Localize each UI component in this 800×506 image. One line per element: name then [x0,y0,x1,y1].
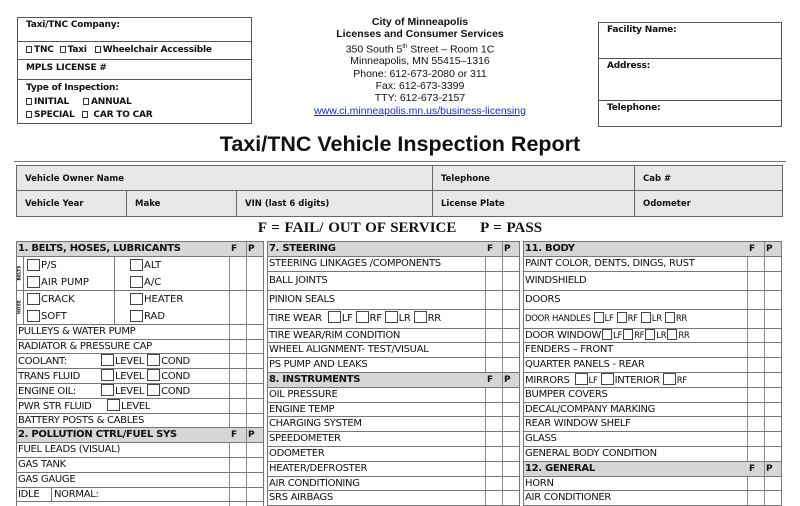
coolant-row [17,354,263,369]
inspection-item[interactable] [268,462,519,477]
door-window-label: DOOR WINDOW [525,329,602,341]
car-to-car-label: CAR TO CAR [93,110,153,120]
inspection-item[interactable] [268,272,519,291]
facility-address-label: Address: [607,61,651,71]
item-label: SPEEDOMETER [269,433,341,445]
rr-checkbox[interactable] [667,329,677,340]
rr-label: RR [675,313,688,324]
door-window-row [524,329,781,344]
inspection-item[interactable] [17,340,263,355]
facility-name-label: Facility Name: [607,25,677,35]
inspection-item[interactable] [524,491,781,506]
facility-name-field[interactable] [599,23,781,59]
inspection-item[interactable] [524,417,781,432]
inspection-item[interactable] [524,388,781,403]
item-label: DOORS [525,293,561,305]
agency-address [290,41,550,56]
lr-label: LR [651,313,662,324]
rad-label: RAD [144,310,166,322]
idle-label: IDLE [18,488,52,502]
rad-checkbox[interactable] [130,310,143,322]
lr-checkbox[interactable] [385,311,398,323]
fail-header: F [487,244,494,254]
coolant-label: COOLANT: [18,356,67,368]
vehicle-year-field[interactable] [17,191,127,216]
annual-checkbox[interactable] [83,98,89,105]
inspection-item[interactable] [524,272,781,291]
cond-label: COND [161,371,190,383]
cond-label: COND [161,385,190,397]
trans-fluid-row [17,369,263,384]
inspection-item[interactable] [268,329,519,344]
section-title: 1. BELTS, HOSES, LUBRICANTS [18,243,181,254]
owner-row [17,166,782,191]
section-title: 12. GENERAL [525,462,595,474]
owner-name-label: Vehicle Owner Name [25,174,125,184]
inspection-item[interactable] [268,447,519,462]
lr-checkbox[interactable] [641,312,651,323]
belts-vertical-label [17,257,24,290]
item-label: STEERING LINKAGES /COMPONENTS [269,257,441,269]
mirror-interior-checkbox[interactable] [601,373,614,385]
rf-checkbox[interactable] [356,311,369,323]
facility-telephone-label: Telephone: [607,103,661,113]
crack-checkbox[interactable] [27,293,40,305]
facility-telephone-field[interactable] [599,101,781,126]
item-label: PULLEYS & WATER PUMP [18,325,136,337]
initial-label: INITIAL [34,96,70,107]
fail-header: F [231,430,238,441]
lf-label: LF [604,313,614,324]
item-label: CHARGING SYSTEM [269,418,362,430]
wheelchair-label: Wheelchair Accessible [102,45,212,55]
inspection-type-label: Type of Inspection: [26,83,119,93]
pwr-str-fluid-row [17,399,263,414]
lr-label: LR [656,330,667,341]
inspection-item[interactable] [524,477,781,492]
fail-pass-legend: F = FAIL/ OUT OF SERVICE P = PASS [257,220,543,236]
inspection-item[interactable] [17,443,263,458]
section-title: 11. BODY [525,243,575,254]
section-header [524,462,781,477]
rf-checkbox[interactable] [617,312,627,323]
pass-header: P [766,244,773,254]
fail-header: F [487,374,494,385]
inspection-item[interactable] [524,343,781,358]
telephone-field[interactable] [433,166,635,190]
license-label: MPLS LICENSE # [26,63,107,73]
agency-website-link[interactable]: www.ci.minneapolis.mn.us/business-licensing [314,104,526,117]
belts-label: BELTS [17,265,23,281]
inspection-item[interactable] [524,432,781,447]
vehicle-row [17,191,782,216]
lf-checkbox[interactable] [594,312,604,323]
rr-label: RR [678,330,690,341]
oil-level-checkbox[interactable] [101,384,114,396]
soft-label: SOFT [41,310,67,322]
section-title: 7. STEERING [269,243,336,254]
cab-number-field[interactable] [635,166,782,190]
tnc-label: TNC [34,45,54,55]
lr-checkbox[interactable] [645,329,655,340]
initial-checkbox[interactable] [26,98,32,105]
company-info-box [17,17,252,124]
item-label: AIR CONDITIONER [525,492,612,504]
special-checkbox[interactable] [26,111,32,118]
mirrors-label: MIRRORS [525,374,570,386]
pass-header: P [504,244,511,254]
tnc-checkbox[interactable] [26,46,32,53]
vin-label: VIN (last 6 digits) [245,199,330,209]
door-handles-row [524,310,781,329]
trans-level-checkbox[interactable] [101,369,114,381]
license-plate-label: License Plate [441,199,505,209]
page-title: Taxi/TNC Vehicle Inspection Report [219,132,581,156]
fail-header: F [749,244,756,254]
agency-name: City of Minneapolis [371,16,469,28]
license-field[interactable] [18,60,251,80]
vin-field[interactable] [237,191,433,216]
company-field[interactable] [18,18,251,42]
agency-tty: TTY: 612-673-2157 [374,92,466,105]
coolant-cond-checkbox[interactable] [147,354,160,366]
title-divider [14,161,786,162]
item-label: HEATER/DEFROSTER [269,462,368,474]
level-label: LEVEL [121,400,151,412]
car-to-car-checkbox[interactable] [82,111,88,118]
trans-fluid-label: TRANS FLUID [18,371,80,383]
section-header [268,242,519,257]
ac-checkbox[interactable] [130,276,143,288]
belts-block [17,257,263,291]
inspection-item[interactable] [268,343,519,358]
vehicle-year-label: Vehicle Year [25,199,84,209]
level-label: LEVEL [115,385,145,397]
ac-label: A/C [144,276,162,288]
inspection-item[interactable] [17,458,263,473]
rf-label: RF [369,312,382,324]
taxi-checkbox[interactable] [60,46,66,53]
cond-label: COND [161,356,190,368]
lf-label: LF [341,312,353,324]
item-label: BALL JOINTS [269,274,328,286]
idle-row [17,488,263,503]
item-label: OIL PRESSURE [269,388,338,400]
lf-checkbox[interactable] [328,311,341,323]
address-part: 350 South 5 [345,43,403,56]
door-handles-label: DOOR HANDLES [525,313,591,324]
section-header [17,428,263,443]
inspection-item[interactable] [268,403,519,418]
special-label: SPECIAL [34,110,75,120]
inspection-item[interactable] [524,257,781,272]
heater-label: HEATER [144,293,184,305]
inspection-item[interactable] [524,403,781,418]
soft-checkbox[interactable] [27,310,40,322]
agency-phone: Phone: 612-673-2080 or 311 [353,67,487,80]
agency-fax: Fax: 612-673-3399 [375,79,465,92]
alt-checkbox[interactable] [130,259,143,271]
item-label: GAS TANK [18,458,66,470]
wheelchair-checkbox[interactable] [95,46,101,53]
alt-label: ALT [144,259,162,271]
fail-header: F [231,244,238,254]
inspection-item[interactable] [268,291,519,310]
hose-label: HOSE [17,300,23,315]
lr-label: LR [398,312,411,324]
engine-oil-row [17,384,263,399]
section-header [524,242,781,257]
vehicle-type-row [18,42,251,60]
annual-label: ANNUAL [90,96,132,107]
item-label: HORN [525,477,554,489]
inspection-item[interactable] [524,291,781,310]
inspection-column-3 [523,241,782,506]
mirror-rf-checkbox[interactable] [663,373,676,385]
inspection-item[interactable] [268,358,519,373]
mirror-lf-label: LF [588,375,598,386]
inspection-item[interactable] [268,417,519,432]
item-label: PAINT COLOR, DENTS, DINGS, RUST [525,257,695,269]
company-label: Taxi/TNC Company: [26,20,120,30]
section-title: 2. POLLUTION CTRL/FUEL SYS [18,429,177,441]
mirrors-row [524,373,781,388]
inspection-item[interactable] [268,491,519,506]
inspection-item[interactable] [17,473,263,488]
item-label: RADIATOR & PRESSURE CAP [18,340,152,352]
inspection-item[interactable] [17,414,263,429]
address-part: Street – Room 1C [407,43,495,56]
inspection-item[interactable] [524,447,781,462]
item-label: GLASS [525,433,557,445]
license-plate-field[interactable] [433,191,635,216]
cab-number-label: Cab # [643,174,672,184]
crack-label: CRACK [41,293,75,305]
inspection-type-field [18,80,251,123]
hose-vertical-label [17,291,24,324]
ps-label: P/S [41,259,57,271]
rf-label: RF [627,313,638,324]
item-label: WHEEL ALIGNMENT- TEST/VISUAL [269,344,429,356]
item-label: REAR WINDOW SHELF [525,418,631,430]
inspection-item[interactable] [17,325,263,340]
rr-checkbox[interactable] [665,312,675,323]
pass-header: P [248,430,255,441]
telephone-label: Telephone [441,174,490,184]
owner-name-field[interactable] [17,166,433,190]
inspection-item[interactable] [268,257,519,272]
pwr-str-level-checkbox[interactable] [107,399,120,411]
item-label: TIRE WEAR/RIM CONDITION [269,329,401,341]
fail-header: F [749,463,756,474]
odometer-field[interactable] [635,191,782,216]
rr-checkbox[interactable] [414,311,427,323]
trans-cond-checkbox[interactable] [147,369,160,381]
section-header [17,242,263,257]
vehicle-owner-table [16,165,783,217]
item-label: ODOMETER [269,447,325,459]
inspection-column-1 [16,241,264,506]
mirror-rf-label: RF [676,375,687,386]
inspection-item[interactable] [524,358,781,373]
lf-label: LF [613,330,623,341]
air-pump-checkbox[interactable] [27,276,40,288]
pass-header: P [248,244,255,254]
rf-label: RF [634,330,645,341]
odometer-label: Odometer [643,199,691,209]
pass-header: P [766,463,773,474]
item-label: PS PUMP AND LEAKS [269,359,368,371]
facility-address-field[interactable] [599,59,781,101]
agency-city: Minneapolis, MN 55415–1316 [350,55,490,68]
item-label: FUEL LEADS (VISUAL) [18,444,121,456]
inspection-column-2 [267,241,520,506]
coolant-level-checkbox[interactable] [101,354,114,366]
engine-oil-label: ENGINE OIL: [18,385,76,397]
facility-info-box [598,22,782,127]
section-header [268,373,519,388]
address-sup: th [402,43,408,50]
rr-label: RR [427,312,441,324]
item-label: GAS GAUGE [18,473,76,485]
lf-checkbox[interactable] [602,329,612,340]
item-label: BUMPER COVERS [525,388,608,400]
ps-checkbox[interactable] [27,259,40,271]
mirror-interior-label: INTERIOR [614,374,660,386]
agency-department: Licenses and Consumer Services [336,28,504,41]
item-label: SRS AIRBAGS [269,492,333,504]
tire-wear-row [268,310,519,329]
make-field[interactable] [127,191,237,216]
pwr-str-fluid-label: PWR STR FLUID [18,400,92,412]
tire-wear-label: TIRE WEAR [269,312,322,324]
oil-cond-checkbox[interactable] [147,384,160,396]
item-label: FENDERS – FRONT [525,344,613,356]
heater-checkbox[interactable] [130,293,143,305]
agency-info [290,16,550,117]
inspection-item[interactable] [268,432,519,447]
item-label: QUARTER PANELS - REAR [525,359,645,371]
hose-block [17,291,263,325]
item-label: ENGINE TEMP [269,403,335,415]
taxi-label: Taxi [67,45,87,55]
level-label: LEVEL [115,356,145,368]
pass-header: P [504,374,511,385]
make-label: Make [135,199,161,209]
air-pump-label: AIR PUMP [41,276,89,288]
item-label: WINDSHIELD [525,274,587,286]
section-title: 8. INSTRUMENTS [269,373,361,385]
item-label: GENERAL BODY CONDITION [525,447,657,459]
level-label: LEVEL [115,371,145,383]
inspection-item[interactable] [268,388,519,403]
rf-checkbox[interactable] [623,329,633,340]
item-label: BATTERY POSTS & CABLES [18,414,145,426]
inspection-item[interactable] [268,477,519,492]
normal-label[interactable]: NORMAL: [54,488,99,500]
mirror-lf-checkbox[interactable] [575,373,588,385]
item-label: PINION SEALS [269,293,335,305]
item-label: AIR CONDITIONING [269,477,360,489]
item-label: DECAL/COMPANY MARKING [525,403,656,415]
